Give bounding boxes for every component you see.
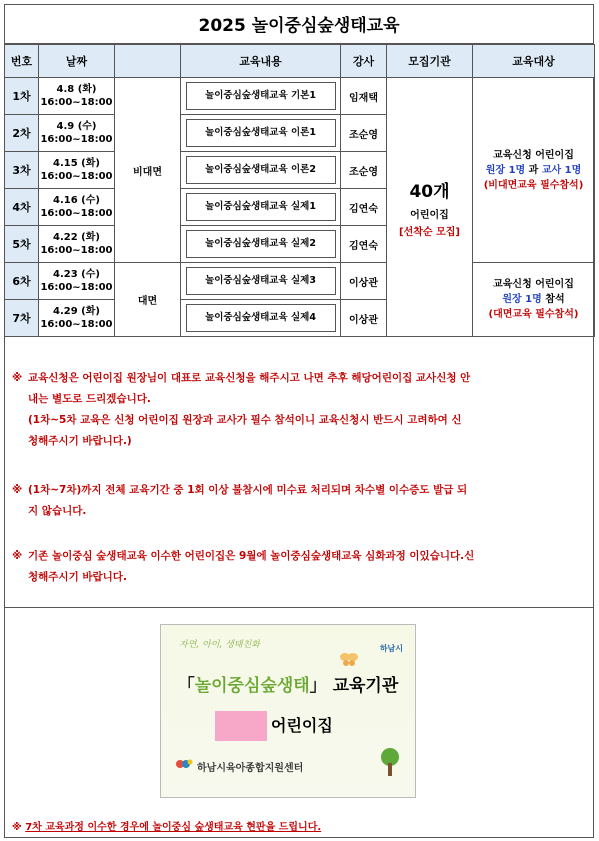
table-header-row — [5, 45, 595, 78]
note-advanced-course — [12, 546, 578, 588]
session-lecturer: 김연숙 — [341, 226, 387, 263]
session-date — [39, 300, 115, 337]
target-offline — [473, 263, 595, 337]
session-content — [181, 152, 341, 189]
session-lecturer: 조순영 — [341, 152, 387, 189]
plaque-city: 하남시 — [379, 644, 403, 653]
table-row — [5, 78, 595, 115]
note-application — [12, 368, 578, 452]
plaque-suffix: 」 교육기관 — [309, 676, 399, 696]
header-no: 번호 — [5, 45, 39, 78]
note-attendance — [12, 480, 578, 522]
time-text: 16:00~18:00 — [40, 208, 113, 219]
session-content — [181, 226, 341, 263]
target-online-line2 — [473, 163, 594, 178]
session-number: 7차 — [5, 300, 39, 337]
plaque-title — [161, 671, 415, 696]
final-note-text: 7차 교육과정 이수한 경우에 놀이중심 숲생태교육 현판을 드립니다. — [25, 822, 322, 833]
content-box: 놀이중심숲생태교육 실제3 — [186, 267, 336, 295]
mode-offline: 대면 — [115, 263, 181, 337]
session-lecturer: 이상관 — [341, 300, 387, 337]
session-number: 3차 — [5, 152, 39, 189]
session-lecturer: 이상관 — [341, 263, 387, 300]
session-number: 5차 — [5, 226, 39, 263]
header-date: 날짜 — [39, 45, 115, 78]
note-text: (1차~7차)까지 전체 교육기간 중 1회 이상 불참시에 미수료 처리되며 차수별 이수증도 발급 되 — [28, 484, 468, 496]
time-text: 16:00~18:00 — [40, 171, 113, 182]
plaque-bracket-open: 「 — [177, 676, 195, 696]
target-offline-line2 — [473, 292, 594, 307]
target-online-line1: 교육신청 어린이집 — [493, 149, 574, 161]
session-number: 4차 — [5, 189, 39, 226]
time-text: 16:00~18:00 — [40, 245, 113, 256]
session-content — [181, 189, 341, 226]
session-number: 6차 — [5, 263, 39, 300]
center-logo-icon — [175, 757, 193, 771]
target-director: 원장 1명 — [502, 294, 542, 305]
butterfly-icon — [339, 651, 359, 667]
time-text: 16:00~18:00 — [40, 134, 113, 145]
daycare-name-placeholder — [215, 711, 267, 741]
note-mark: ※ — [12, 372, 23, 384]
target-offline-line3: (대면교육 필수참석) — [488, 309, 579, 320]
date-text: 4.9 (수) — [56, 121, 97, 132]
content-box: 놀이중심숲생태교육 기본1 — [186, 82, 336, 110]
session-content — [181, 300, 341, 337]
header-mode — [115, 45, 181, 78]
session-lecturer: 김연숙 — [341, 189, 387, 226]
note-text: 내는 별도로 드리겠습니다. — [28, 393, 151, 405]
date-text: 4.15 (화) — [53, 158, 100, 169]
session-lecturer: 임재택 — [341, 78, 387, 115]
target-online-line3: (비대면교육 필수참석) — [483, 179, 584, 191]
org-note: [선착순 모집] — [399, 226, 460, 238]
schedule-table — [4, 44, 595, 337]
note-text: 지 않습니다. — [28, 505, 87, 517]
final-note-mark: ※ — [12, 822, 22, 833]
final-note — [12, 818, 321, 833]
plaque-center-name: 하남시육아종합지원센터 — [197, 763, 304, 774]
session-content — [181, 263, 341, 300]
session-content — [181, 78, 341, 115]
plaque-brand: 놀이중심숲생태 — [194, 676, 310, 696]
session-date — [39, 263, 115, 300]
note-text: 교육신청은 어린이집 원장님이 대표로 교육신청을 해주시고 나면 추후 해당어린이집 교사신청 안 — [28, 372, 471, 384]
content-box: 놀이중심숲생태교육 실제1 — [186, 193, 336, 221]
note-text: 청해주시기 바랍니다.) — [28, 435, 132, 447]
target-offline-line1: 교육신청 어린이집 — [493, 279, 574, 290]
tree-icon — [379, 747, 401, 777]
date-text: 4.23 (수) — [53, 269, 100, 280]
institution-plaque-image — [160, 624, 416, 798]
note-text: 기존 놀이중심 숲생태교육 이수한 어린이집은 9월에 놀이중심숲생태교육 심화과정 이있습니다.신 — [28, 550, 475, 562]
note-mark: ※ — [12, 550, 23, 562]
time-text: 16:00~18:00 — [40, 319, 113, 330]
session-date — [39, 226, 115, 263]
table-row — [5, 263, 595, 300]
target-director: 원장 1명 — [485, 164, 526, 176]
content-box: 놀이중심숲생태교육 실제4 — [186, 304, 336, 332]
org-type: 어린이집 — [410, 209, 449, 221]
session-date — [39, 152, 115, 189]
note-text: 청해주시기 바랍니다. — [28, 571, 127, 583]
page-title: 2025 놀이중심숲생태교육 — [4, 4, 594, 44]
date-text: 4.22 (화) — [53, 232, 100, 243]
header-lecturer: 강사 — [341, 45, 387, 78]
note-text: (1차~5차 교육은 신청 어린이집 원장과 교사가 필수 참석이니 교육신청시 반드시 고려하여 신 — [28, 414, 462, 426]
date-text: 4.16 (수) — [53, 195, 100, 206]
note-mark: ※ — [12, 484, 23, 496]
session-date — [39, 115, 115, 152]
target-attend: 참석 — [541, 294, 565, 305]
session-lecturer: 조순영 — [341, 115, 387, 152]
notes-section — [4, 346, 594, 608]
plaque-slogan: 자연, 아이, 생태친화 — [179, 640, 260, 650]
session-number: 1차 — [5, 78, 39, 115]
date-text: 4.29 (화) — [53, 306, 100, 317]
content-box: 놀이중심숲생태교육 실제2 — [186, 230, 336, 258]
plaque-daycare: 어린이집 — [271, 716, 333, 735]
header-content: 교육내용 — [181, 45, 341, 78]
target-joiner: 과 — [525, 164, 542, 176]
target-online — [473, 78, 595, 263]
session-number: 2차 — [5, 115, 39, 152]
session-date — [39, 189, 115, 226]
time-text: 16:00~18:00 — [40, 97, 113, 108]
recruit-org — [387, 78, 473, 337]
date-text: 4.8 (화) — [56, 84, 97, 95]
content-box: 놀이중심숲생태교육 이론2 — [186, 156, 336, 184]
time-text: 16:00~18:00 — [40, 282, 113, 293]
header-org: 모집기관 — [387, 45, 473, 78]
header-target: 교육대상 — [473, 45, 595, 78]
session-date — [39, 78, 115, 115]
mode-online: 비대면 — [115, 78, 181, 263]
content-box: 놀이중심숲생태교육 이론1 — [186, 119, 336, 147]
target-teacher: 교사 1명 — [541, 164, 582, 176]
session-content — [181, 115, 341, 152]
org-count: 40개 — [409, 181, 450, 202]
